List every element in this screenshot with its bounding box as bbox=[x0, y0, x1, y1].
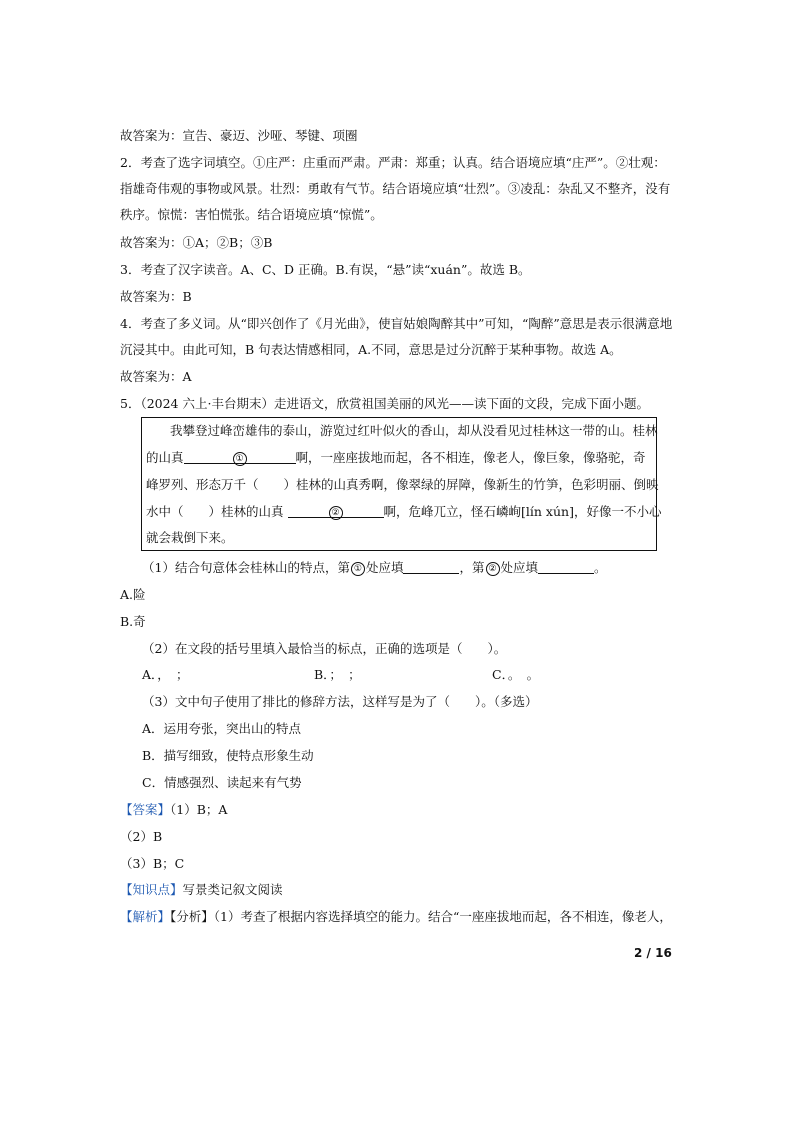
knowledge-tag: 【知识点】 bbox=[120, 882, 183, 897]
answer-line-2: 故答案为：①A；②B；③B bbox=[120, 235, 273, 250]
answer-1: （1）B；A bbox=[170, 802, 228, 817]
q3-option-b[interactable]: B．描写细致，使特点形象生动 bbox=[142, 748, 314, 763]
analysis-tag: 【解析】 bbox=[120, 909, 171, 924]
question-5-heading: 5．（2024 六上·丰台期末）走进语文，欣赏祖国美丽的风光——读下面的文段，完成下面小题。 bbox=[120, 396, 649, 411]
q1-text: 处应填 bbox=[500, 560, 539, 575]
q1-blank-1[interactable] bbox=[403, 562, 459, 574]
answer-section bbox=[120, 802, 680, 818]
q1-option-a[interactable]: A.险 bbox=[120, 587, 146, 602]
q1-marker-1: ① bbox=[351, 562, 365, 576]
question-1 bbox=[142, 560, 702, 576]
passage-text: 水中（ ）桂林的山真 bbox=[146, 504, 284, 519]
blank-2-underline bbox=[288, 506, 384, 518]
q1-text: ，第 bbox=[459, 560, 485, 575]
passage-text: 啊，一座座拔地而起，各不相连，像老人，像巨象，像骆驼，奇 bbox=[295, 450, 646, 465]
answer-tag: 【答案】 bbox=[120, 802, 171, 817]
explanation-4-line-1: 4．考查了多义词。从“即兴创作了《月光曲》，使盲姑娘陶醉其中”可知，“陶醉”意思是表示很满意地 bbox=[120, 316, 673, 331]
q2-option-c[interactable]: C．。 。 bbox=[492, 667, 540, 682]
passage-text: 的山真 bbox=[146, 450, 184, 465]
analysis-section bbox=[120, 909, 680, 925]
q1-text: 。 bbox=[594, 560, 607, 575]
q2-option-b[interactable]: B．； ； bbox=[314, 667, 361, 682]
question-2: （2）在文段的括号里填入最恰当的标点，正确的选项是（ ）。 bbox=[142, 641, 507, 656]
q1-text: （1）结合句意体会桂林山的特点，第 bbox=[142, 560, 350, 575]
analysis-text: 【分析】（1）考查了根据内容选择填空的能力。结合“一座座拔地而起，各不相连，像老人， bbox=[170, 909, 672, 924]
q3-option-a[interactable]: A．运用夸张，突出山的特点 bbox=[142, 721, 302, 736]
explanation-2-line-1: 2．考查了选字词填空。①庄严：庄重而严肃。严肃：郑重；认真。结合语境应填“庄严”。②壮观： bbox=[120, 155, 666, 170]
question-3: （3）文中句子使用了排比的修辞方法，这样写是为了（ ）。（多选） bbox=[142, 694, 538, 709]
explanation-4-line-2: 沉浸其中。由此可知，B 句表达情感相同，A.不同，意思是过分沉醉于某种事物。故选 A。 bbox=[120, 342, 622, 357]
q1-blank-2[interactable] bbox=[538, 562, 594, 574]
blank-2 bbox=[288, 504, 384, 520]
passage-line-1: 我攀登过峰峦雄伟的泰山，游览过红叶似火的香山，却从没看见过桂林这一带的山。桂林 bbox=[170, 423, 658, 438]
q1-marker-2: ② bbox=[486, 562, 500, 576]
passage-box bbox=[141, 417, 662, 551]
explanation-3: 3．考查了汉字读音。A、C、D 正确。B.有误，“悬”读“xuán”。故选 B。 bbox=[120, 262, 531, 277]
passage-line-4 bbox=[146, 504, 661, 520]
answer-3: （3）B；C bbox=[120, 856, 185, 871]
answer-line-4: 故答案为：A bbox=[120, 369, 192, 384]
q2-option-a[interactable]: A．， ； bbox=[142, 667, 189, 682]
q2-options bbox=[142, 667, 702, 683]
answer-line-1: 故答案为：宣告、豪迈、沙哑、琴键、项圈 bbox=[120, 128, 358, 143]
q3-option-c[interactable]: C．情感强烈、读起来有气势 bbox=[142, 775, 302, 790]
answer-line-3: 故答案为：B bbox=[120, 289, 192, 304]
knowledge-section bbox=[120, 882, 680, 898]
knowledge-text: 写景类记叙文阅读 bbox=[182, 882, 283, 897]
passage-line-2 bbox=[146, 450, 646, 466]
explanation-2-line-2: 指雄奇伟观的事物或风景。壮烈：勇敢有气节。结合语境应填“壮烈”。③凌乱：杂乱又不整齐，没有 bbox=[120, 181, 671, 196]
q1-option-b[interactable]: B.奇 bbox=[120, 614, 146, 629]
passage-text: 啊，危峰兀立，怪石嶙峋[lín xún]，好像一不小心 bbox=[383, 504, 662, 519]
q1-text: 处应填 bbox=[365, 560, 404, 575]
blank-1 bbox=[184, 450, 296, 466]
blank-2-marker: ② bbox=[329, 506, 343, 520]
blank-1-underline bbox=[184, 452, 296, 464]
blank-1-marker: ① bbox=[233, 452, 247, 466]
passage-line-5: 就会栽倒下来。 bbox=[146, 530, 234, 545]
passage-line-3: 峰罗列、形态万千（ ）桂林的山真秀啊，像翠绿的屏障，像新生的竹笋，色彩明丽、倒映 bbox=[146, 477, 659, 492]
answer-2: （2）B bbox=[120, 829, 163, 844]
explanation-2-line-3: 秩序。惊慌：害怕慌张。结合语境应填“惊慌”。 bbox=[120, 207, 383, 222]
page-number: 2 / 16 bbox=[634, 946, 672, 960]
